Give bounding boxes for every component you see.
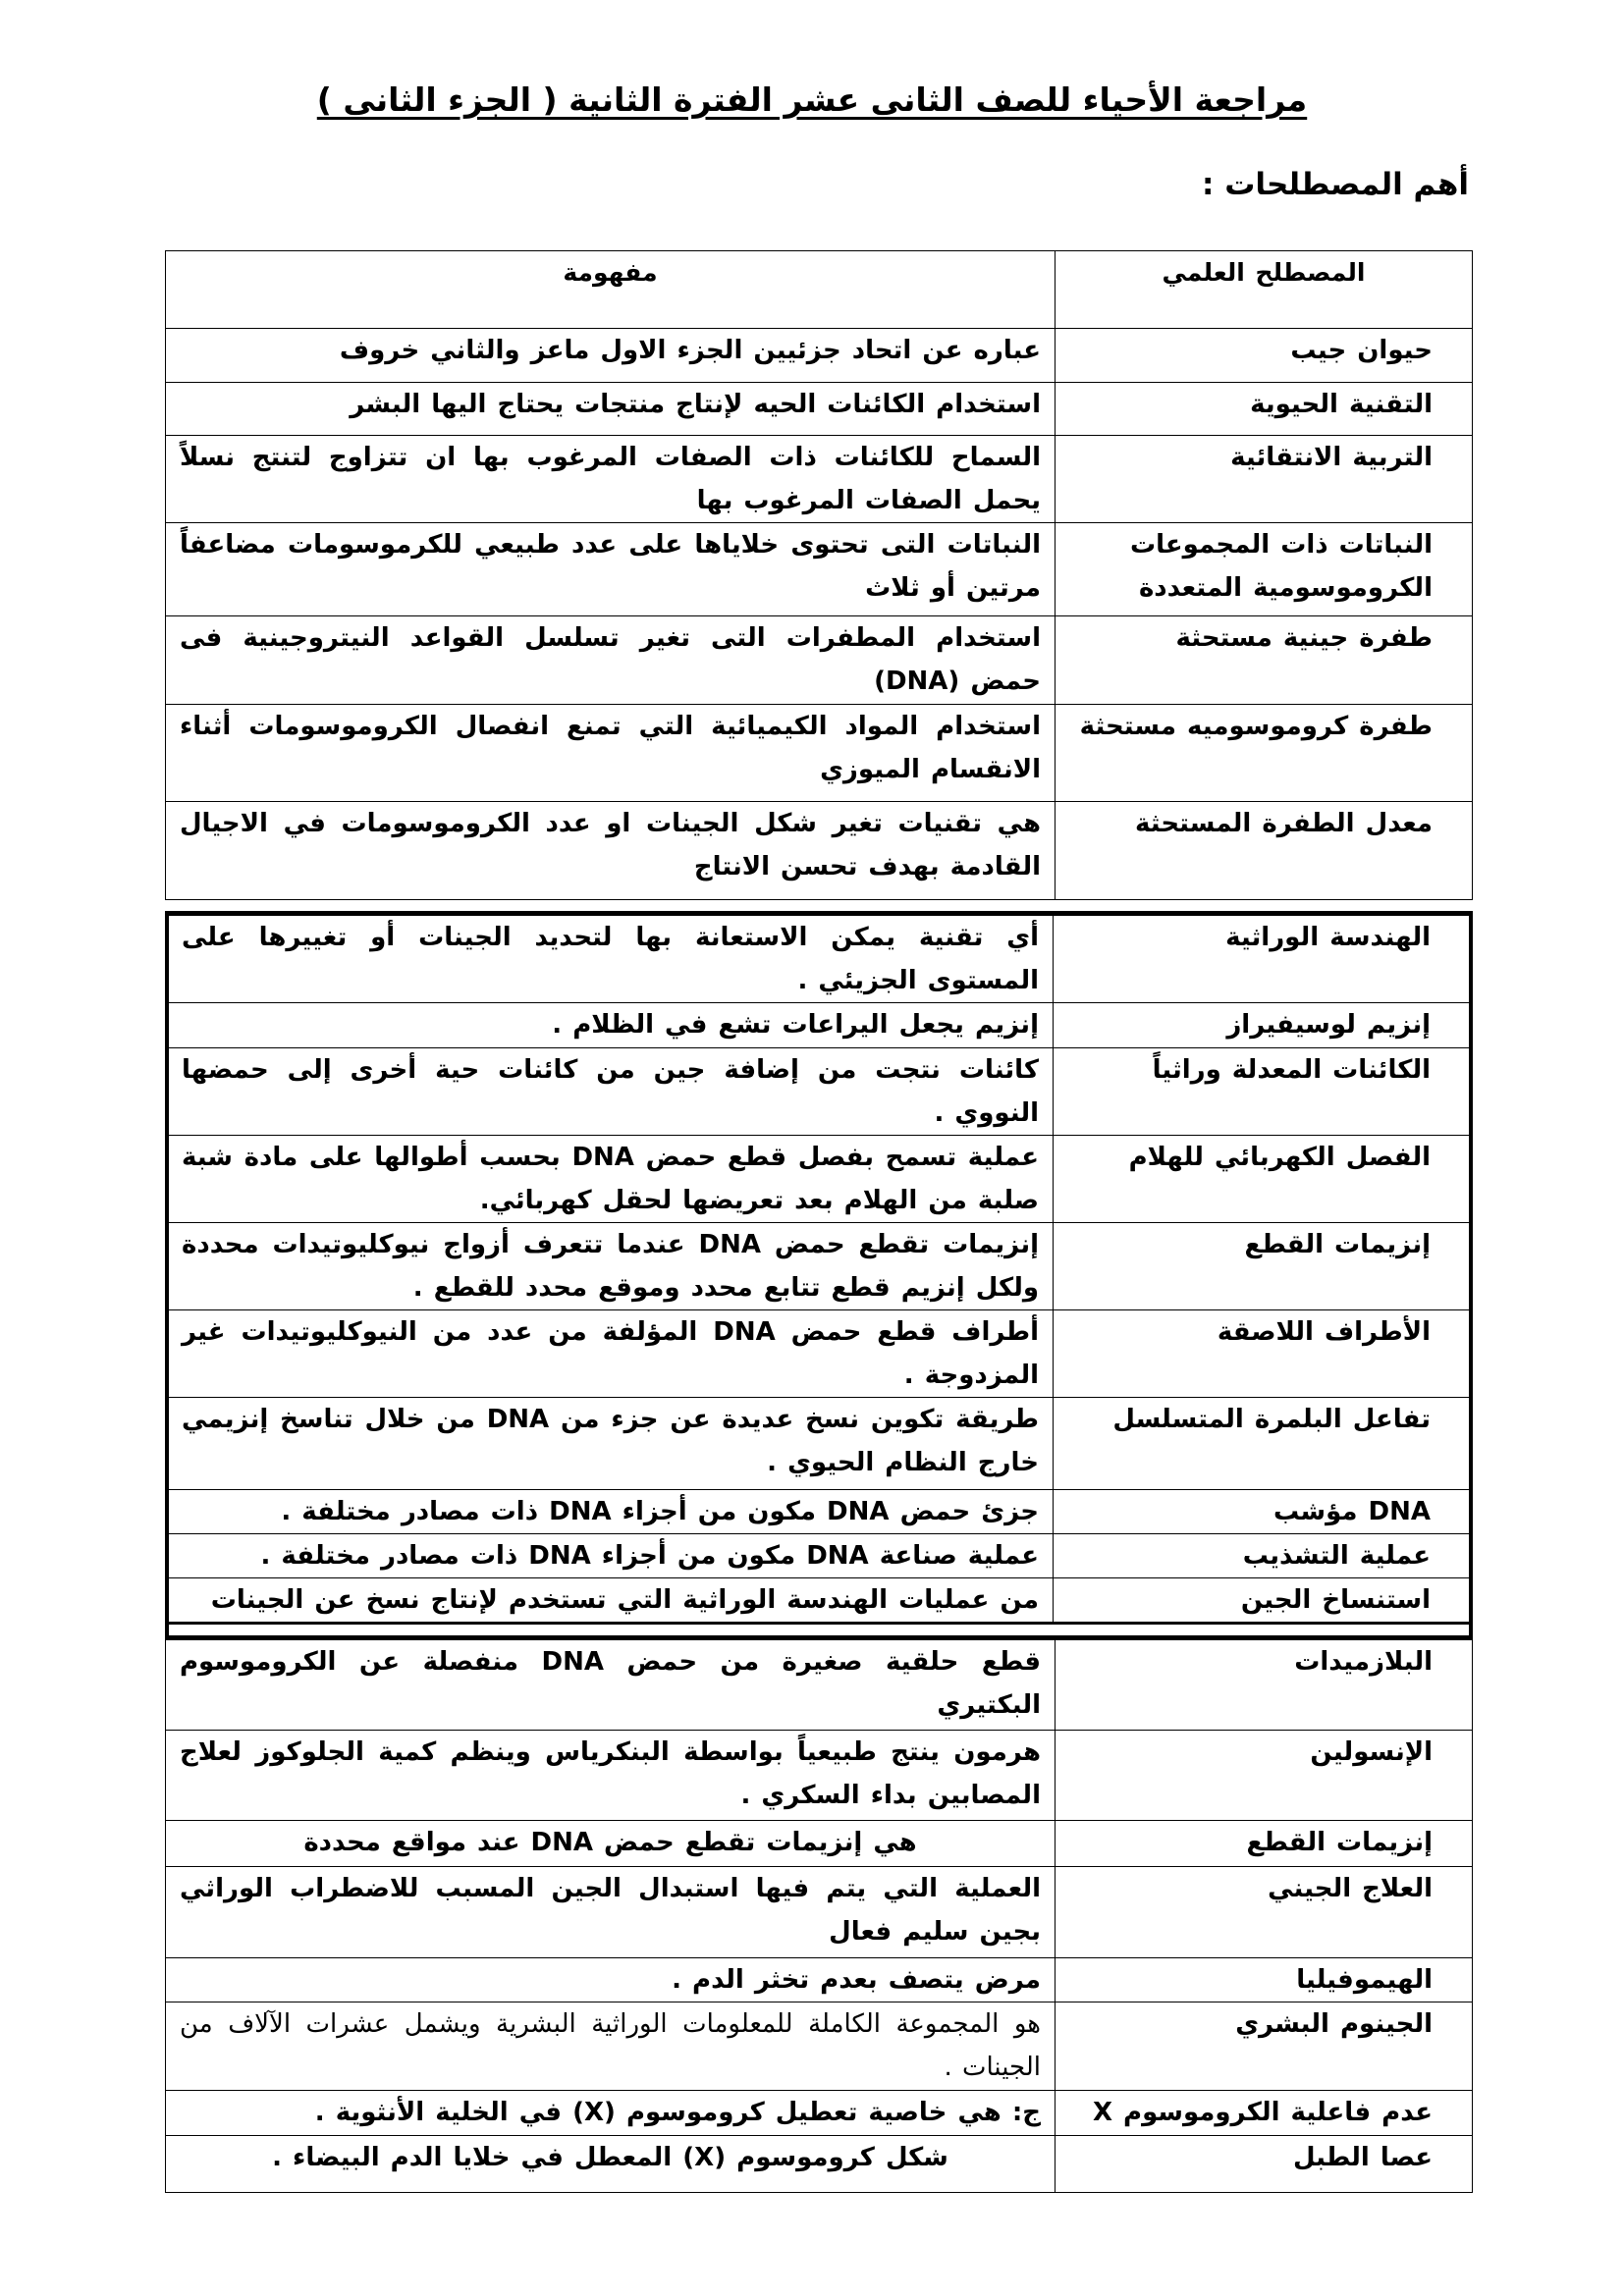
table-row xyxy=(167,1136,1472,1223)
table-row xyxy=(166,436,1473,523)
header-definition: مفهومة xyxy=(166,251,1056,329)
term-cell: طفرة جينية مستحثة xyxy=(1056,616,1473,705)
section-subtitle: أهم المصطلحات : xyxy=(1202,167,1469,202)
term-cell: الهيموفيليا xyxy=(1056,1958,1473,2002)
table-row xyxy=(166,616,1473,705)
term-cell: معدل الطفرة المستحثة xyxy=(1056,802,1473,900)
table-row xyxy=(166,523,1473,616)
terms-table-part-3 xyxy=(165,1639,1473,2193)
definition-cell: شكل كروموسوم (X) المعطل في خلايا الدم البيضاء . xyxy=(166,2136,1056,2193)
term-cell: الهندسة الوراثية xyxy=(1054,915,1472,1003)
definition-cell: مرض يتصف بعدم تخثر الدم . xyxy=(166,1958,1056,2002)
definition-cell: استخدام المطفرات التى تغير تسلسل القواعد النيتروجينية فى حمض (DNA) xyxy=(166,616,1056,705)
table-row xyxy=(166,1821,1473,1867)
table-row xyxy=(166,2002,1473,2091)
definition-cell: هي تقنيات تغير شكل الجينات او عدد الكروموسومات في الاجيال القادمة بهدف تحسن الانتاج xyxy=(166,802,1056,900)
table-row xyxy=(167,1223,1472,1310)
definition-cell: هرمون ينتج طبيعياً بواسطة البنكرياس وينظم كمية الجلوكوز لعلاج المصابين بداء السكري . xyxy=(166,1731,1056,1821)
table-row xyxy=(166,705,1473,802)
term-cell: عصا الطبل xyxy=(1056,2136,1473,2193)
term-cell: تفاعل البلمرة المتسلسل xyxy=(1054,1398,1472,1490)
table-row xyxy=(166,2091,1473,2136)
definition-cell: طريقة تكوين نسخ عديدة عن جزء من DNA من خلال تناسخ إنزيمي خارج النظام الحيوي . xyxy=(167,1398,1054,1490)
definition-cell: إنزيمات تقطع حمض DNA عندما تتعرف أزواج نيوكليوتيدات محددة ولكل إنزيم قطع تتابع محدد وموقع محدد للقطع . xyxy=(167,1223,1054,1310)
table-row xyxy=(166,1731,1473,1821)
definition-cell: العملية التي يتم فيها استبدال الجين المسبب للاضطراب الوراثي بجين سليم فعال xyxy=(166,1867,1056,1958)
term-cell: طفرة كروموسوميه مستحثة xyxy=(1056,705,1473,802)
table-row xyxy=(167,1578,1472,1624)
term-cell: الكائنات المعدلة وراثياً xyxy=(1054,1048,1472,1136)
table-row xyxy=(166,2136,1473,2193)
definition-cell: استخدام الكائنات الحيه لإنتاج منتجات يحتاج اليها البشر xyxy=(166,383,1056,436)
table-row xyxy=(166,802,1473,900)
term-cell: عملية التشذيب xyxy=(1054,1534,1472,1578)
table-row xyxy=(167,1534,1472,1578)
definition-cell: قطع حلقية صغيرة من حمض DNA منفصلة عن الكروموسوم البكتيري xyxy=(166,1640,1056,1731)
term-cell: عدم فاعلية الكروموسوم X xyxy=(1056,2091,1473,2136)
term-cell: الإنسولين xyxy=(1056,1731,1473,1821)
definition-cell: إنزيم يجعل اليراعات تشع في الظلام . xyxy=(167,1003,1054,1048)
terms-table-part-2 xyxy=(165,913,1473,1625)
header-term: المصطلح العلمي xyxy=(1056,251,1473,329)
table-row xyxy=(166,383,1473,436)
term-cell: استنساخ الجين xyxy=(1054,1578,1472,1624)
term-cell: الأطراف اللاصقة xyxy=(1054,1310,1472,1398)
definition-cell: عملية تسمح بفصل قطع حمض DNA بحسب أطوالها على مادة شبة صلبة من الهلام بعد تعريضها لحقل كهربائي. xyxy=(167,1136,1054,1223)
term-cell: التقنية الحيوية xyxy=(1056,383,1473,436)
term-cell: التربية الانتقائية xyxy=(1056,436,1473,523)
table-row xyxy=(167,1490,1472,1534)
table-row xyxy=(167,1048,1472,1136)
table-row xyxy=(166,1640,1473,1731)
page-title: مراجعة الأحياء للصف الثانى عشر الفترة الثانية ( الجزء الثانى ) xyxy=(316,80,1308,119)
table-row xyxy=(166,329,1473,383)
definition-cell: هي إنزيمات تقطع حمض DNA عند مواقع محددة xyxy=(166,1821,1056,1867)
definition-cell: ج: هي خاصية تعطيل كروموسوم (X) في الخلية الأنثوية . xyxy=(166,2091,1056,2136)
term-cell: الفصل الكهربائي للهلام xyxy=(1054,1136,1472,1223)
definition-cell: عملية صناعة DNA مكون من أجزاء DNA ذات مصادر مختلفة . xyxy=(167,1534,1054,1578)
definition-cell: كائنات نتجت من إضافة جين من كائنات حية أخرى إلى حمضها النووي . xyxy=(167,1048,1054,1136)
term-cell: العلاج الجيني xyxy=(1056,1867,1473,1958)
terms-table-part-1 xyxy=(165,250,1473,900)
definition-cell: النباتات التى تحتوى خلاياها على عدد طبيعي للكرموسومات مضاعفاً مرتين أو ثلاث xyxy=(166,523,1056,616)
definition-cell: من عمليات الهندسة الوراثية التي تستخدم لإنتاج نسخ عن الجينات xyxy=(167,1578,1054,1624)
term-cell: حيوان جيب xyxy=(1056,329,1473,383)
table-row xyxy=(167,915,1472,1003)
definition-cell: استخدام المواد الكيميائية التي تمنع انفصال الكروموسومات أثناء الانقسام الميوزي xyxy=(166,705,1056,802)
term-cell: إنزيم لوسيفيراز xyxy=(1054,1003,1472,1048)
table-row xyxy=(167,1398,1472,1490)
definition-cell: عباره عن اتحاد جزئيين الجزء الاول ماعز والثاني خروف xyxy=(166,329,1056,383)
table-row xyxy=(167,1310,1472,1398)
term-cell: الجينوم البشري xyxy=(1056,2002,1473,2091)
table-header-row xyxy=(166,251,1473,329)
term-cell: إنزيمات القطع xyxy=(1054,1223,1472,1310)
definition-cell: أطراف قطع حمض DNA المؤلفة من عدد من النيوكليوتيدات غير المزدوجة . xyxy=(167,1310,1054,1398)
table-row xyxy=(166,1958,1473,2002)
definition-cell: هو المجموعة الكاملة للمعلومات الوراثية البشرية ويشمل عشرات الآلاف من الجينات . xyxy=(166,2002,1056,2091)
term-cell: إنزيمات القطع xyxy=(1056,1821,1473,1867)
definition-cell: جزئ حمض DNA مكون من أجزاء DNA ذات مصادر مختلفة . xyxy=(167,1490,1054,1534)
term-cell: DNA مؤشب xyxy=(1054,1490,1472,1534)
term-cell: النباتات ذات المجموعات الكروموسومية المتعددة xyxy=(1056,523,1473,616)
definition-cell: أي تقنية يمكن الاستعانة بها لتحديد الجينات أو تغييرها على المستوى الجزيئي . xyxy=(167,915,1054,1003)
term-cell: البلازميدات xyxy=(1056,1640,1473,1731)
table-row xyxy=(166,1867,1473,1958)
table-row xyxy=(167,1003,1472,1048)
definition-cell: السماح للكائنات ذات الصفات المرغوب بها ان تتزاوج لتنتج نسلاً يحمل الصفات المرغوب بها xyxy=(166,436,1056,523)
